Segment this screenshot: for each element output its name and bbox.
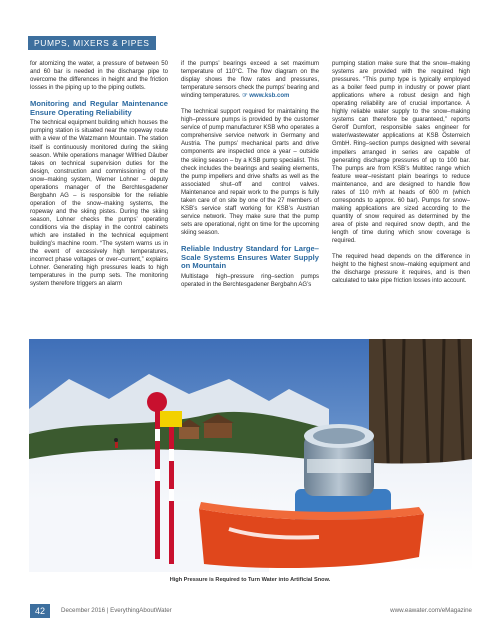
- paragraph-text: if the pumps’ bearings exceed a set maximum temperature of 110°C. The flow diagram on the display shows the flow rates and pressures, temperature sensors check the pumps’ bearing and winding temperatures.: [181, 61, 319, 100]
- section-heading: Reliable Industry Standard for Large–Scale Systems Ensures Water Supply on Mountain: [181, 243, 319, 271]
- page-number: 42: [30, 604, 50, 618]
- ksb-website-link[interactable]: ☞ www.ksb.com: [242, 93, 290, 100]
- page-footer: [30, 604, 472, 618]
- column-3: [332, 60, 470, 293]
- photo-caption: High Pressure is Required to Turn Water into Artificial Snow.: [169, 577, 331, 583]
- paragraph: [181, 60, 319, 100]
- paragraph: The technical support required for maintaining the high–pressure pumps is provided by the customer service of pump manufacturer KSB who operates a comprehensive service network in Germany and Austria. The pumps’ mechanical parts and drive components are inspected once a year – outside the skiing season – by a KSB pump specialist. This check includes the bearings and sealing elements, the pump impellers and drive shafts as well as the associated shut–off and control valves. Maintenance and repair work to the pumps is fully taken care of on site by one of the 27 members of KSB’s service staff working for KSB’s Austrian service network. They make sure that the pump sets are operational, right on time for the upcoming skiing season.: [181, 109, 319, 236]
- magazine-website[interactable]: www.eawater.com/eMagazine: [390, 607, 472, 614]
- issue-info: December 2016 | EverythingAboutWater: [61, 607, 172, 614]
- column-2: [181, 60, 319, 297]
- paragraph: for atomizing the water, a pressure of between 50 and 60 bar is needed in the discharge pipe to overcome the differences in height and the friction losses in the piping up to the piping outlets.: [30, 61, 168, 92]
- snow-cannon-photo: [29, 339, 472, 572]
- column-1: [30, 60, 168, 296]
- paragraph: Multistage high–pressure ring–section pumps operated in the Berchtesgadener Bergbahn AG’s: [181, 273, 319, 288]
- paragraph: pumping station make sure that the snow–making systems are provided with the required high pressures. “This pump type is typically employed as a boiler feed pump in industry or power plant applications where a robust design and high operating reliability are of crucial importance. A highly reliable water supply to the snow–making systems can therefore be guaranteed,” reports Gerolf Dumfort, responsible sales engineer for water/wastewater applications at KSB Österreich GmbH. Ring–section pumps designed with several impellers arranged in series are capable of generating discharge pressures of up to 100 bar. The pumps are from KSB’s Multitec range which feature wear–resistant plain bearings to reduce maintenance, and are designed to handle flow rates of 110 m³/h at heads of 600 m (which corresponds to approx. 60 bar). Pumps for snow–making applications are sized according to the quantity of snow required as determined by the area of piste and required snow depth, and the length of time during which snow coverage is required.: [332, 61, 470, 245]
- paragraph: The technical equipment building which houses the pumping station is situated near the ropeway route with a view of the Watzmann Mountain. The station itself is continuously monitored during the skiing season. While operations manager Wilfried Däuber takes on technical supervision duties for the design, construction and commissioning of the snow–making system, Werner Lohner – deputy operations manager of the Berchtesgadener Bergbahn AG – is responsible for the reliable operation of the snow–making systems, the ropeway and the skiing pistes. During the skiing season, Lohner checks the pumps’ operating conditions via the display in the control cabinets which are installed in the technical equipment building’s machine room. “The system warns us in the event of excessively high temperatures, incorrect phase voltages or over–current,” explains Lohner. Generating high pressures leads to high temperatures in the pump sets. The monitoring system therefore triggers an alarm: [30, 120, 168, 288]
- section-tag: PUMPS, MIXERS & PIPES: [28, 36, 156, 50]
- paragraph: The required head depends on the difference in height to the highest snow–making equipment and the discharge pressure it requires, and is then calculated to take pipe friction losses into account.: [332, 254, 470, 285]
- section-heading: Monitoring and Regular Maintenance Ensure Operating Reliability: [30, 99, 168, 117]
